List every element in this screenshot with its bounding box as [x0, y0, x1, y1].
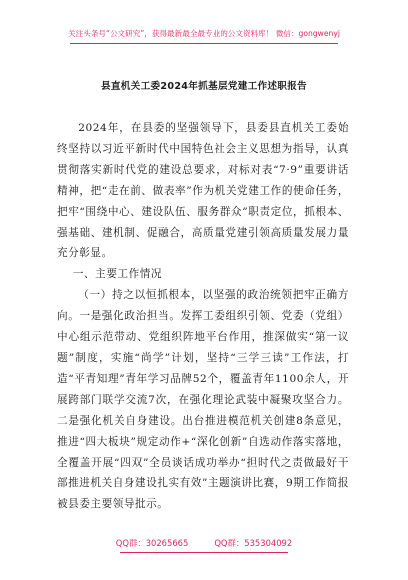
footer-qq-group-1: QQ群：30265665 — [115, 538, 189, 548]
footer-divider — [120, 552, 288, 553]
footer-qq-group-2: QQ群：535304092 — [214, 538, 293, 548]
header-banner: 关注头条号“公文研究”，获得最新最全最专业的公文资料库！ 微信：gongwenyj — [68, 29, 340, 38]
document-body — [57, 118, 349, 515]
intro-paragraph: 2024年，在县委的坚强领导下，县委县直机关工委始终坚持以习近平新时代中国特色社会主义思想为指导，认真贯彻落实新时代党的建设总要求，对标对表“7·9”重要讲话精神，把“走在前、做表率”作为机关党建工作的使命任务，把牢“围绕中心、建设队伍、服务群众”职责定位，抓根本、强基础、建机制、促融合，高质量党建引领高质量发展力量充分彰显。 — [57, 122, 349, 260]
footer-contacts — [0, 537, 408, 549]
document-title: 县直机关工委2024年抓基层党建工作述职报告 — [101, 81, 307, 92]
header-divider — [70, 43, 338, 44]
section-heading: 一、主要工作情况 — [72, 268, 163, 281]
body-paragraph: （一）持之以恒抓根本，以坚强的政治统领把牢正确方向。一是强化政治担当。发挥工委组织引领、党委（党组）中心组示范带动、党组织阵地平台作用，推深做实“第一议题”制度，实施“尚学”计划，坚持“三学三读”工作法，打造“平青知理”青年学习品牌52个，覆盖青年1100余人，开展跨部门联学交流7次，在强化理论武装中凝聚攻坚合力。二是强化机关自身建设。出台推进模范机关创建8条意见，推进“四大板块”规定动作+“深化创新”自选动作落实落地，全覆盖开展“四双”全员谈话成功举办“担时代之责做最好干部推进机关自身建设扎实有效”主题演讲比赛，9期工作简报被县委主要领导批示。 — [57, 289, 349, 511]
